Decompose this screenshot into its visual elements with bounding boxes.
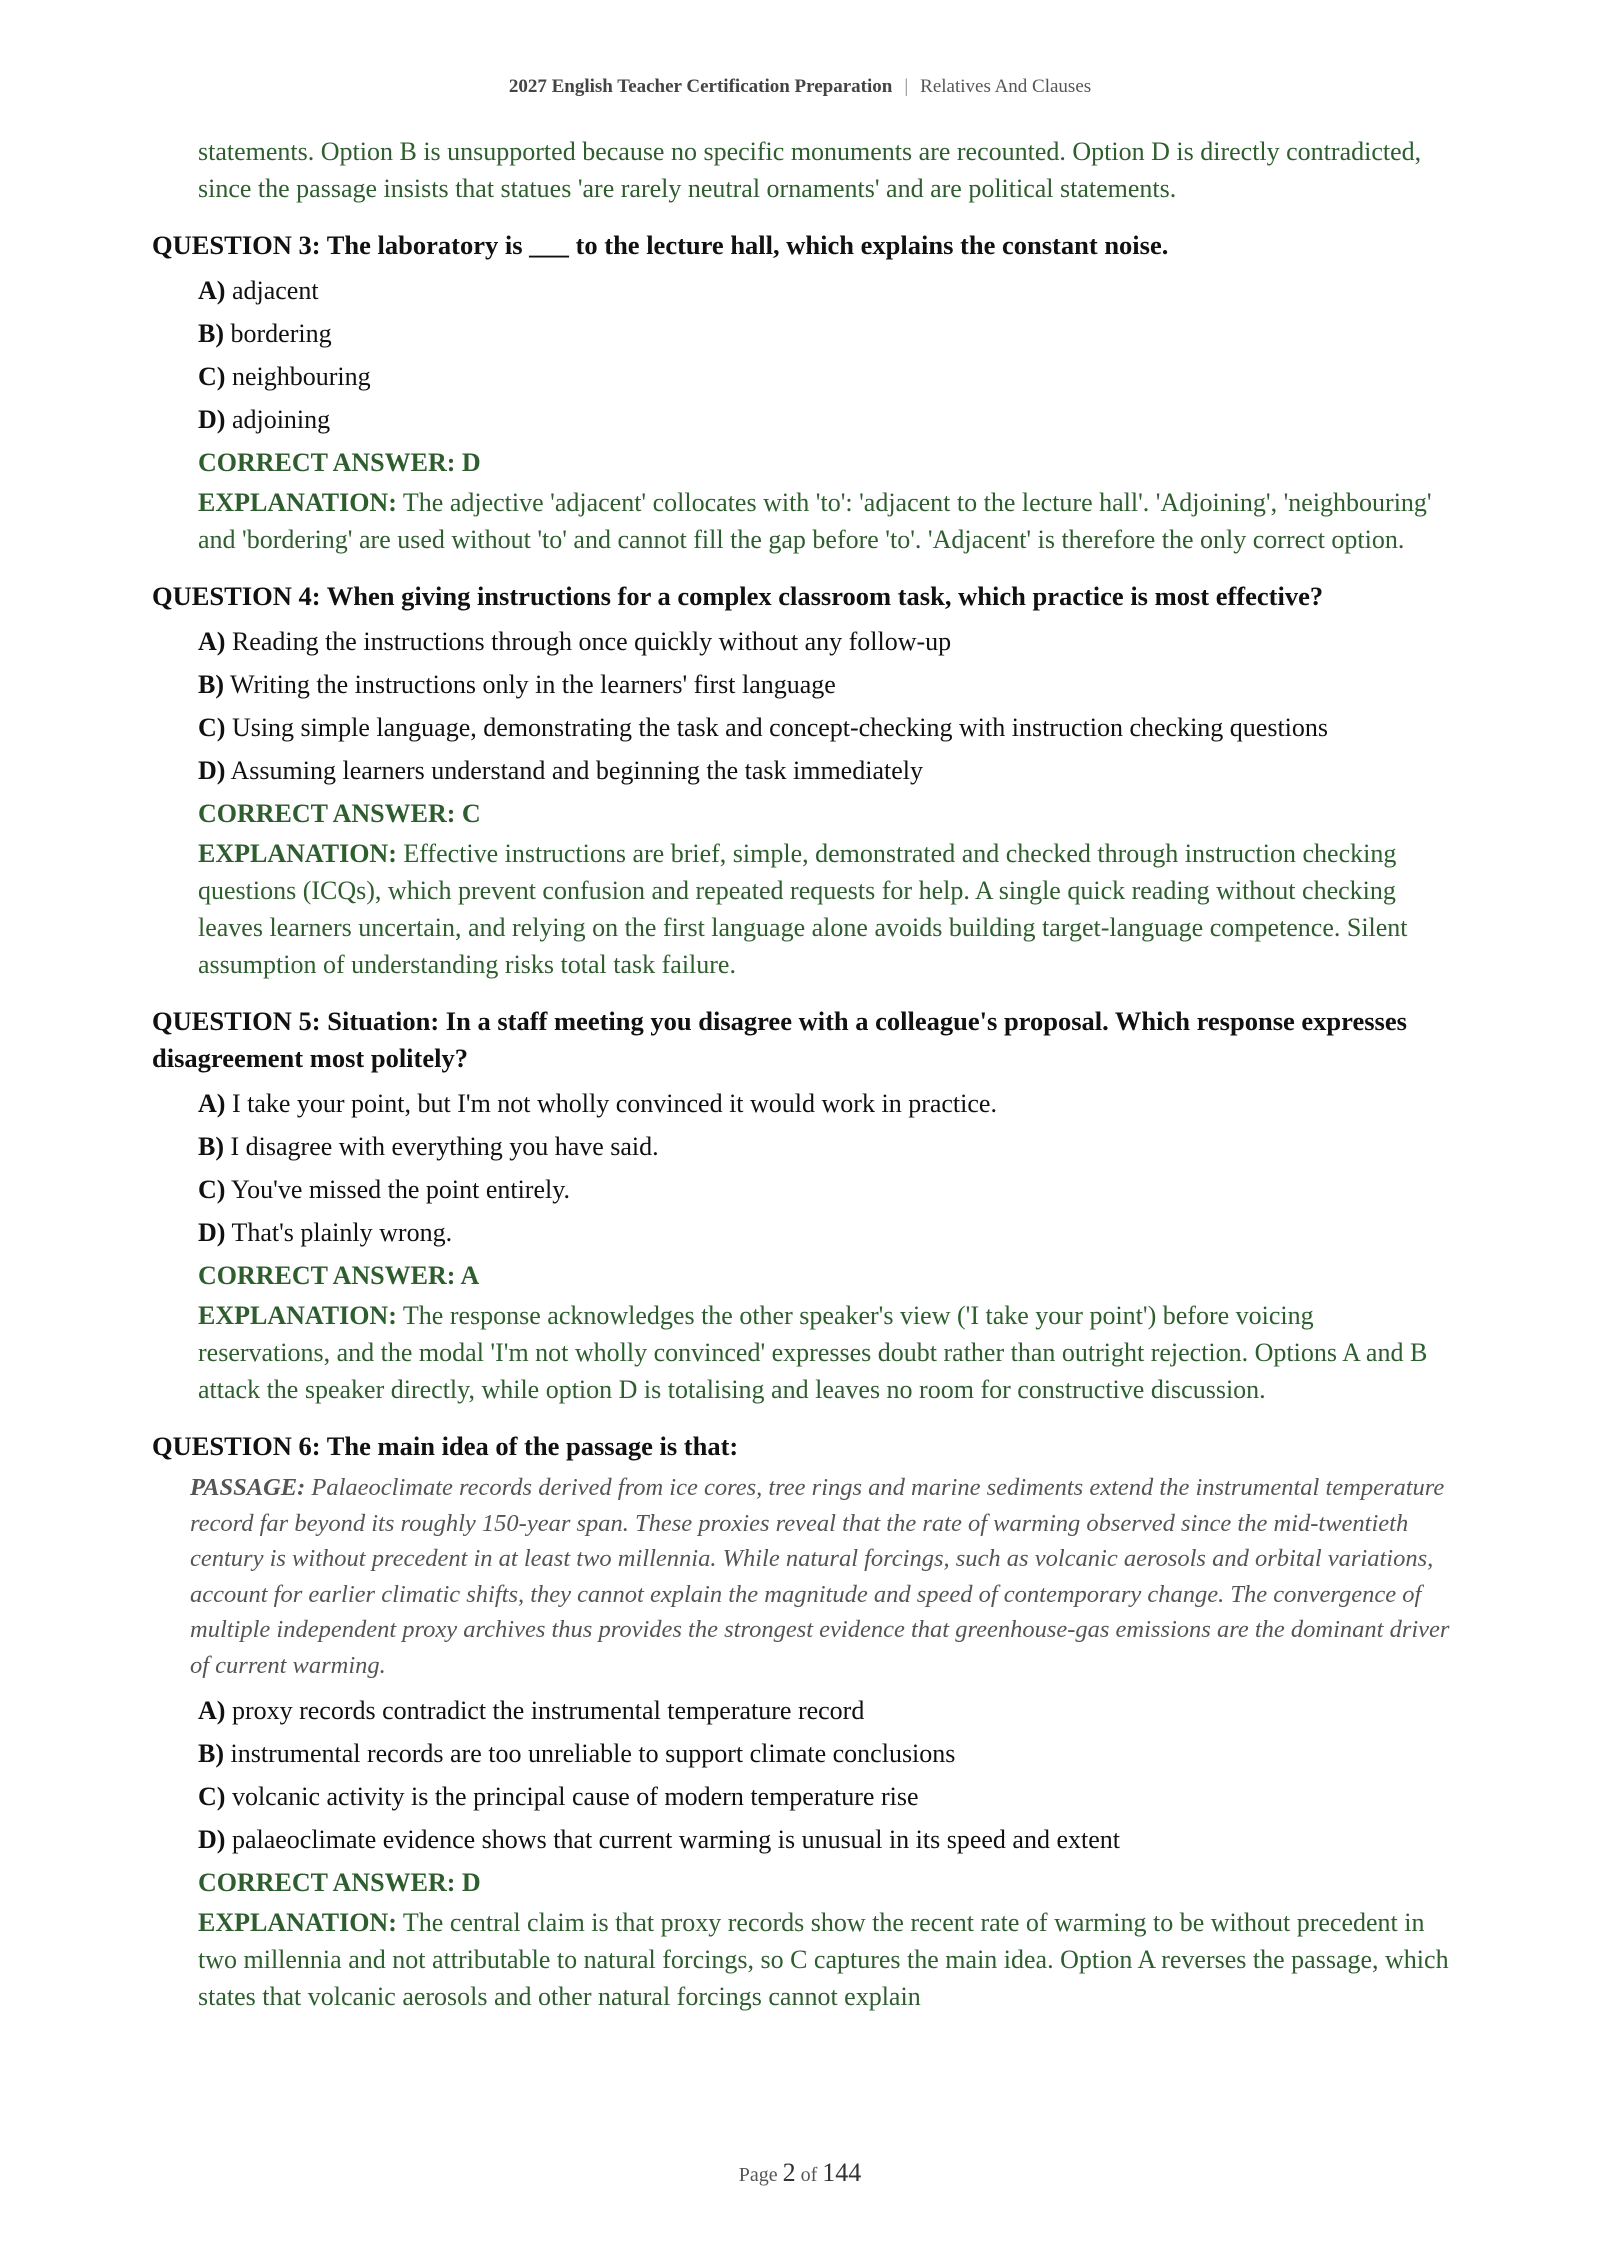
options-list bbox=[198, 1082, 1452, 1254]
explanation-text: The response acknowledges the other speaker's view ('I take your point') before voicing reservations, and the modal 'I'm not wholly convinced' expresses doubt rather than outright rejection. Options A and B attack the speaker directly, while option D is totalising and leaves no room for constructive discussion. bbox=[198, 1301, 1428, 1404]
option-letter: B) bbox=[198, 670, 224, 699]
of-word: of bbox=[800, 2164, 818, 2186]
explanation-label: EXPLANATION: bbox=[198, 839, 397, 868]
option-text: That's plainly wrong. bbox=[231, 1218, 453, 1247]
options-list bbox=[198, 1689, 1452, 1861]
page-footer bbox=[0, 2158, 1600, 2188]
question-block-5 bbox=[152, 1003, 1452, 1408]
option-text: I disagree with everything you have said. bbox=[230, 1132, 659, 1161]
option-letter: A) bbox=[198, 1696, 226, 1725]
correct-answer: CORRECT ANSWER: A bbox=[198, 1261, 480, 1290]
question-block-4 bbox=[152, 578, 1452, 983]
option-c bbox=[198, 1168, 1452, 1211]
explanation-label: EXPLANATION: bbox=[198, 1301, 397, 1330]
option-letter: D) bbox=[198, 405, 226, 434]
header-section: Relatives And Clauses bbox=[920, 76, 1092, 97]
explanation bbox=[198, 835, 1452, 983]
options-list bbox=[198, 620, 1452, 792]
passage-text: Palaeoclimate records derived from ice cores, tree rings and marine sediments extend the instrumental temperature record far beyond its roughly 150-year span. These proxies reveal that the rate of warming observed since the mid-twentieth century is without precedent in at least two millennia. While natural forcings, such as volcanic aerosols and orbital variations, account for earlier climatic shifts, they cannot explain the magnitude and speed of contemporary change. The convergence of multiple independent proxy archives thus provides the strongest evidence that greenhouse-gas emissions are the dominant driver of current warming. bbox=[190, 1474, 1450, 1679]
question-prompt: QUESTION 5: Situation: In a staff meeting you disagree with a colleague's proposal. Which response expresses disagreement most politely? bbox=[152, 1006, 1407, 1073]
option-d bbox=[198, 1211, 1452, 1254]
explanation bbox=[198, 1904, 1452, 2015]
total-pages: 144 bbox=[822, 2158, 862, 2187]
option-a bbox=[198, 269, 1452, 312]
option-text: Writing the instructions only in the learners' first language bbox=[230, 670, 836, 699]
option-text: adjoining bbox=[231, 405, 331, 434]
page-number: 2 bbox=[782, 2158, 796, 2187]
question-block-3 bbox=[152, 227, 1452, 558]
option-text: volcanic activity is the principal cause of modern temperature rise bbox=[231, 1782, 919, 1811]
option-text: Using simple language, demonstrating the task and concept-checking with instruction checking questions bbox=[231, 713, 1329, 742]
passage-label: PASSAGE: bbox=[190, 1474, 306, 1501]
explanation bbox=[198, 484, 1452, 558]
page-word: Page bbox=[738, 2164, 778, 2186]
option-letter: B) bbox=[198, 319, 224, 348]
option-a bbox=[198, 1082, 1452, 1125]
option-b bbox=[198, 1125, 1452, 1168]
option-text: neighbouring bbox=[231, 362, 371, 391]
options-list bbox=[198, 269, 1452, 441]
option-text: I take your point, but I'm not wholly convinced it would work in practice. bbox=[231, 1089, 997, 1118]
option-text: Assuming learners understand and beginning the task immediately bbox=[230, 756, 923, 785]
correct-answer: CORRECT ANSWER: C bbox=[198, 799, 481, 828]
continued-explanation: statements. Option B is unsupported because no specific monuments are recounted. Option D is directly contradicted, since the passage insists that statues 'are rarely neutral ornaments' and are political statements. bbox=[198, 137, 1422, 203]
option-d bbox=[198, 749, 1452, 792]
correct-answer: CORRECT ANSWER: D bbox=[198, 1868, 481, 1897]
option-letter: D) bbox=[198, 1825, 226, 1854]
option-letter: A) bbox=[198, 276, 226, 305]
option-letter: C) bbox=[198, 1782, 226, 1811]
question-prompt: QUESTION 6: The main idea of the passage is that: bbox=[152, 1431, 739, 1461]
option-letter: D) bbox=[198, 1218, 226, 1247]
option-letter: C) bbox=[198, 362, 226, 391]
option-text: Reading the instructions through once quickly without any follow-up bbox=[231, 627, 952, 656]
option-c bbox=[198, 1775, 1452, 1818]
option-letter: B) bbox=[198, 1132, 224, 1161]
option-c bbox=[198, 355, 1452, 398]
explanation-label: EXPLANATION: bbox=[198, 1908, 397, 1937]
option-text: You've missed the point entirely. bbox=[230, 1175, 571, 1204]
explanation-text: The adjective 'adjacent' collocates with 'to': 'adjacent to the lecture hall'. 'Adjoining', 'neighbouring' and 'bordering' are used without 'to' and cannot fill the gap before 'to'. 'Adjacent' is therefore the only correct option. bbox=[198, 488, 1432, 554]
option-letter: C) bbox=[198, 1175, 226, 1204]
option-c bbox=[198, 706, 1452, 749]
option-a bbox=[198, 620, 1452, 663]
option-d bbox=[198, 398, 1452, 441]
option-letter: A) bbox=[198, 1089, 226, 1118]
option-text: instrumental records are too unreliable to support climate conclusions bbox=[230, 1739, 956, 1768]
explanation-label: EXPLANATION: bbox=[198, 488, 397, 517]
question-prompt: QUESTION 3: The laboratory is ___ to the lecture hall, which explains the constant noise. bbox=[152, 230, 1169, 260]
option-b bbox=[198, 312, 1452, 355]
explanation-text: Effective instructions are brief, simple, demonstrated and checked through instruction checking questions (ICQs), which prevent confusion and repeated requests for help. A single quick reading without checking leaves learners uncertain, and relying on the first language alone avoids building target-language competence. Silent assumption of understanding risks total task failure. bbox=[198, 839, 1408, 979]
correct-answer: CORRECT ANSWER: D bbox=[198, 448, 481, 477]
option-text: palaeoclimate evidence shows that current warming is unusual in its speed and extent bbox=[231, 1825, 1120, 1854]
reading-passage bbox=[190, 1470, 1452, 1683]
option-a bbox=[198, 1689, 1452, 1732]
option-letter: D) bbox=[198, 756, 226, 785]
option-letter: A) bbox=[198, 627, 226, 656]
option-letter: B) bbox=[198, 1739, 224, 1768]
header-separator: | bbox=[904, 76, 909, 97]
option-d bbox=[198, 1818, 1452, 1861]
question-prompt: QUESTION 4: When giving instructions for a complex classroom task, which practice is most effective? bbox=[152, 581, 1324, 611]
option-text: adjacent bbox=[231, 276, 319, 305]
option-letter: C) bbox=[198, 713, 226, 742]
explanation-text: The central claim is that proxy records show the recent rate of warming to be without precedent in two millennia and not attributable to natural forcings, so C captures the main idea. Option A reverses the passage, which states that volcanic aerosols and other natural forcings cannot explain bbox=[198, 1908, 1449, 2011]
option-text: bordering bbox=[230, 319, 332, 348]
explanation bbox=[198, 1297, 1452, 1408]
header-title: 2027 English Teacher Certification Preparation bbox=[508, 76, 893, 97]
question-block-6 bbox=[152, 1428, 1452, 2015]
option-b bbox=[198, 663, 1452, 706]
page-header bbox=[0, 76, 1600, 98]
page-content bbox=[152, 133, 1452, 2035]
option-b bbox=[198, 1732, 1452, 1775]
option-text: proxy records contradict the instrumental temperature record bbox=[231, 1696, 865, 1725]
